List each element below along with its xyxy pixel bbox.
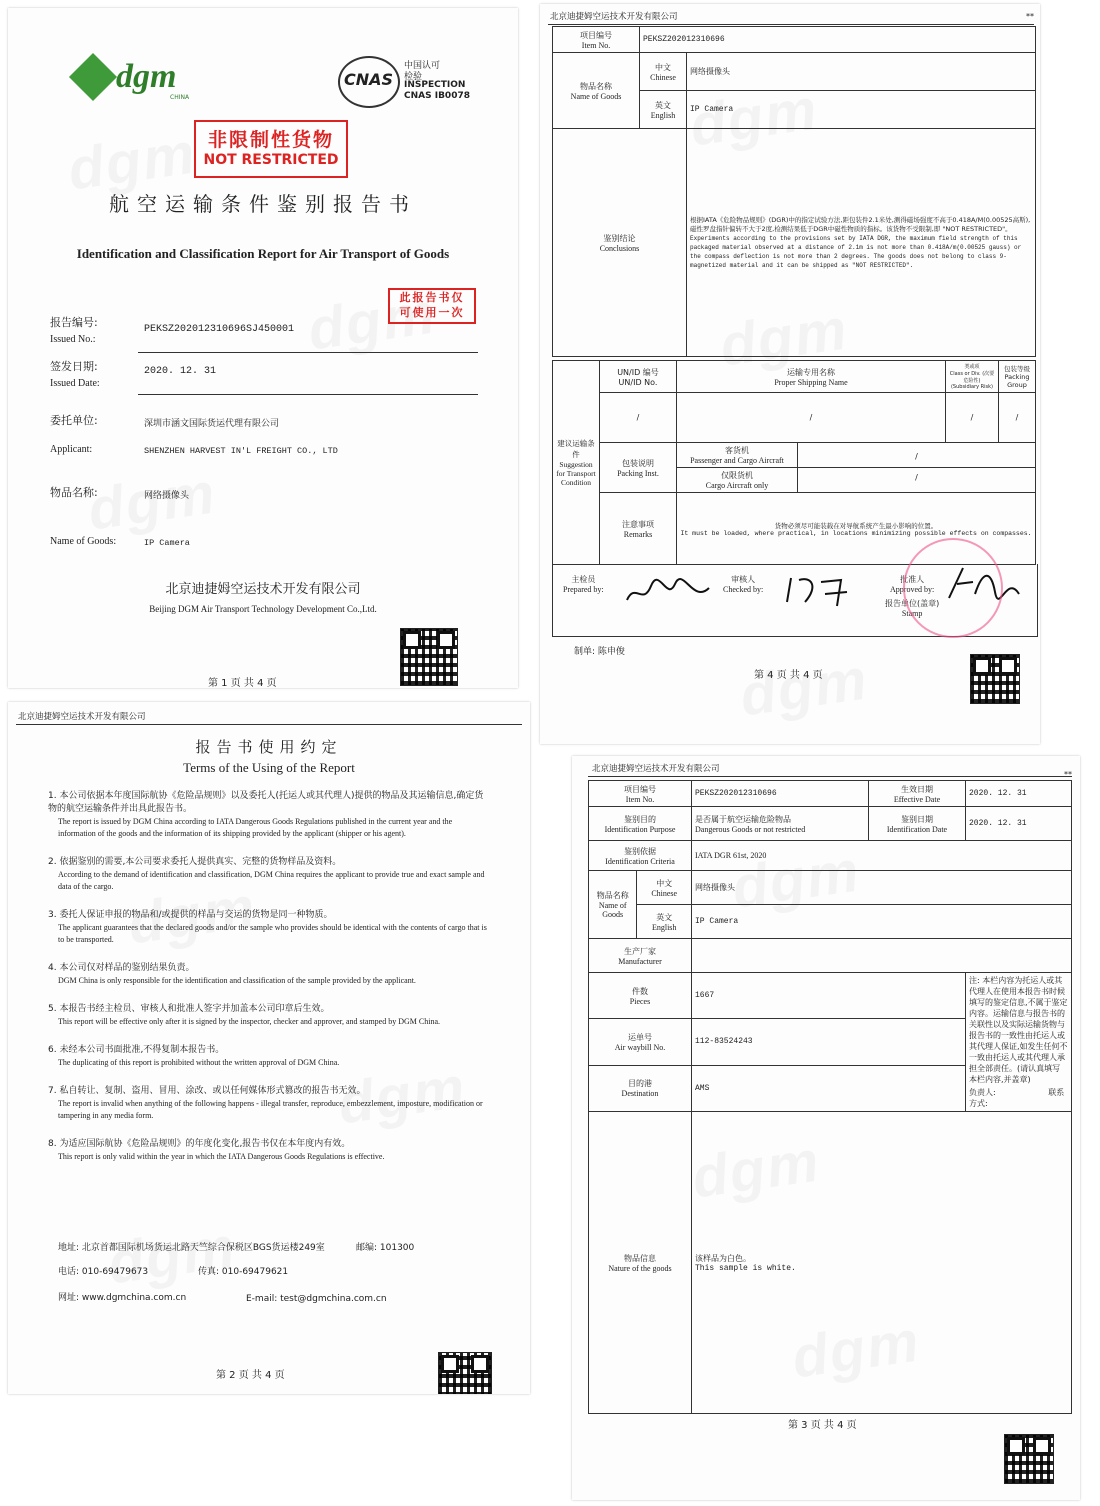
transport-suggestion-table	[552, 360, 1036, 565]
goods-label-cn: 物品名称:	[50, 486, 98, 499]
page4-mark: **	[1026, 12, 1034, 21]
purpose-value-cn: 是否属于航空运输危险物品	[695, 814, 791, 824]
awb-value: 112-83524243	[692, 1019, 966, 1065]
dgm-diamond-icon	[69, 53, 117, 101]
signature-row	[552, 564, 1038, 637]
term-cn: 7. 私自转让、复制、盗用、冒用、涂改、或以任何媒体形式篡改的报告书无效。	[48, 1086, 366, 1096]
criteria-label-en: Identification Criteria	[605, 856, 675, 866]
pack-label-en: Packing Inst.	[617, 468, 659, 478]
pg-label-en: Packing Group	[1004, 373, 1030, 389]
item-no-value: PEKSZ202012310696	[640, 27, 1036, 53]
cnas-line-1: 中国认可	[404, 61, 441, 71]
term-en: DGM China is only responsible for the identification and classification of the sample provided by the applicant.	[58, 976, 416, 985]
psn-label-en: Proper Shipping Name	[774, 377, 848, 387]
destination-label-en: Destination	[621, 1089, 659, 1099]
remarks-label-en: Remarks	[623, 529, 653, 539]
goods-label-cn: 物品名称	[580, 81, 612, 91]
contact-label: 联系方式:	[969, 1088, 1065, 1108]
prepared-signature	[623, 572, 713, 612]
pieces-value: 1667	[692, 973, 966, 1019]
report-no-label-en: Issued No.:	[50, 334, 96, 345]
terms-list	[48, 790, 488, 1179]
report-page-4	[540, 4, 1040, 744]
report-no-underline	[138, 352, 478, 353]
class-value: /	[946, 393, 999, 443]
report-no-label-cn: 报告编号:	[50, 316, 98, 329]
qr-code-icon	[1004, 1434, 1054, 1484]
conclusion-label-cn: 鉴别结论	[603, 233, 636, 243]
nature-label-en: Nature of the goods	[608, 1263, 672, 1273]
page4-header-line	[548, 24, 1034, 25]
stamp-label-en: Stamp	[901, 609, 923, 618]
item-no-label-cn: 项目编号	[624, 784, 656, 794]
page3-header-line	[588, 776, 1072, 777]
issued-date-label-en: Issued Date:	[50, 378, 100, 389]
term-item	[48, 856, 488, 893]
approved-label-cn: 批准人	[900, 575, 925, 584]
fax: 传真: 010-69479621	[198, 1267, 289, 1277]
report-page-3	[572, 756, 1080, 1500]
telephone: 电话: 010-69479673	[58, 1267, 149, 1277]
term-cn: 3. 委托人保证申报的物品和/或提供的样品与交运的货物是同一种物质。	[48, 910, 333, 920]
not-restricted-stamp	[194, 120, 348, 178]
postcode: 邮编: 101300	[356, 1243, 415, 1253]
issued-date-value: 2020. 12. 31	[144, 366, 217, 377]
issued-date-underline	[138, 394, 478, 395]
not-restricted-stamp-cn: 非限制性货物	[207, 129, 334, 151]
goods-label-cn: 物品名称	[596, 891, 629, 900]
term-cn: 4. 本公司仅对样品的鉴别结果负责。	[48, 963, 195, 973]
term-item	[48, 790, 488, 840]
awb-label-cn: 运单号	[628, 1032, 652, 1042]
page3-number: 第 3 页 共 4 页	[788, 1420, 857, 1431]
awb-label-en: Air waybill No.	[614, 1042, 666, 1052]
dgm-logo	[70, 56, 200, 104]
not-restricted-stamp-en: NOT RESTRICTED	[203, 152, 339, 168]
issued-date-label-cn: 签发日期:	[50, 360, 98, 373]
suggest-label-cn: 建议运输条件	[557, 439, 595, 459]
page2-header: 北京迪捷姆空运技术开发有限公司	[18, 712, 146, 722]
term-item	[48, 909, 488, 946]
qr-code-icon	[400, 628, 458, 686]
chinese-label-en: Chinese	[650, 72, 676, 82]
purpose-label-cn: 鉴别目的	[624, 814, 656, 824]
checked-label-cn: 审核人	[731, 575, 756, 584]
page1-title-en: Identification and Classification Report for Air Transport of Goods	[76, 246, 450, 261]
single-use-stamp-line-2: 可使用一次	[399, 306, 465, 319]
destination-value: AMS	[692, 1065, 966, 1111]
term-en: This report is only valid within the year in which the IATA Dangerous Goods Regulations is effective.	[58, 1152, 385, 1161]
item-no-value: PEKSZ202012310696	[692, 781, 869, 807]
term-en: The report is issued by DGM China according to IATA Dangerous Goods Regulations published in the current year and the information of the goods and the information of its shipping provided by the applicant (shipper or his agent).	[58, 817, 453, 838]
dgm-logo-sub: CHINA	[170, 94, 190, 101]
pax-value: /	[798, 447, 1035, 468]
page2-title-en: Terms of the Using of the Report	[183, 760, 355, 775]
single-use-stamp	[388, 288, 476, 324]
conclusion-text-en: Experiments according to the provisions set by IATA DGR, the maximum field strength of this packaged material observed at a distance of 2.1m is not more than 0.418A/m(0.00525 gauss) or the compass deflection is not more than 2 degrees. The goods does not belong to class 9-magnetized material and it can be shipped as "NOT RESTRICTED".	[690, 234, 1022, 269]
applicant-value-cn: 深圳市涵文国际货运代理有限公司	[144, 419, 280, 429]
term-cn: 8. 为适应国际航协《危险品规则》的年度化变化,报告书仅在本年度内有效。	[48, 1139, 351, 1149]
maker: 制单: 陈申俊	[574, 647, 625, 657]
qr-code-icon	[970, 654, 1020, 704]
cao-label-cn: 仅限货机	[721, 471, 753, 480]
page1-company-cn: 北京迪捷姆空运技术开发有限公司	[165, 582, 361, 597]
id-date-value: 2020. 12. 31	[966, 807, 1072, 841]
item-no-label-en: Item No.	[625, 794, 655, 804]
shipper-note: 注: 本栏内容为托运人或其代理人在使用本报告书时候填写的鉴定信息,不属于鉴定内容。运输信息与报告书的关联性以及实际运输货物与报告书的一致性由托运人或其代理人保证,如发生任何不一致由托运人或其代理人承担全部责任。(请认真填写本栏内容,并盖章)	[969, 976, 1068, 1084]
id-date-label-cn: 鉴别日期	[901, 814, 933, 824]
dgm-logo-text: dgm	[116, 58, 177, 95]
goods-label-en: Name of Goods	[570, 91, 622, 101]
checked-signature	[781, 572, 861, 614]
class-label-en: Class or Div. (次要危险性) (Subsidiary Risk)	[949, 371, 995, 390]
pack-label-cn: 包装说明	[622, 458, 654, 468]
un-label-en: UN/ID No.	[618, 377, 658, 387]
page1-company-en: Beijing DGM Air Transport Technology Development Co.,Ltd.	[149, 604, 377, 614]
pg-label-cn: 包装等级	[1004, 365, 1030, 373]
conclusion-label-en: Conclusions	[599, 243, 640, 253]
term-en: This report will be effective only after it is signed by the inspector, checker and approver, and stamped by DGM China.	[58, 1017, 440, 1026]
cnas-text: CNAS	[344, 70, 394, 89]
page2-title-cn: 报告书使用约定	[195, 738, 343, 756]
person-in-charge-label: 负责人:	[969, 1088, 996, 1097]
page2-header-line	[16, 724, 522, 725]
term-item	[48, 1085, 488, 1122]
email-link[interactable]: E-mail: test@dgmchina.com.cn	[246, 1294, 387, 1304]
pax-label-cn: 客货机	[725, 446, 749, 455]
single-use-stamp-line-1: 此报告书仅	[399, 291, 465, 304]
term-en: The applicant guarantees that the declared goods and/or the sample who provides should be identical with the contents of cargo that is to be transported.	[58, 923, 487, 944]
cnas-logo	[338, 56, 488, 110]
prepared-label-cn: 主检员	[571, 575, 596, 584]
nature-value-en: This sample is white.	[695, 1263, 796, 1273]
effective-date-label-cn: 生效日期	[901, 784, 933, 794]
english-label-en: English	[651, 922, 677, 932]
cao-label-en: Cargo Aircraft only	[705, 481, 769, 490]
report-page-1	[8, 8, 518, 688]
english-label-cn: 英文	[655, 100, 671, 110]
item-no-label-cn: 项目编号	[580, 30, 612, 40]
goods-value-en: IP Camera	[687, 91, 1036, 129]
criteria-label-cn: 鉴别依据	[624, 846, 656, 856]
term-item	[48, 962, 488, 987]
goods-label-en: Name of Goods	[598, 901, 627, 919]
goods-value-cn: 网络摄像头	[692, 871, 1072, 905]
remarks-value-cn: 货物必须尽可能装载在对导航系统产生最小影响的位置。	[774, 521, 938, 530]
cnas-line-3: INSPECTION	[404, 80, 466, 90]
report-page-2	[8, 702, 530, 1394]
english-label-cn: 英文	[656, 912, 673, 922]
approved-label-en: Approved by:	[890, 585, 935, 594]
checked-label-en: Checked by:	[723, 585, 764, 594]
goods-value-cn: 网络摄像头	[144, 491, 190, 501]
applicant-value-en: SHENZHEN HARVEST IN'L FREIGHT CO., LTD	[144, 446, 338, 456]
psn-value: /	[677, 393, 946, 443]
page4-header: 北京迪捷姆空运技术开发有限公司	[550, 12, 678, 22]
remarks-value-en: It must be loaded, where practical, in locations minimizing possible effects on compasses.	[680, 529, 1032, 537]
nature-label-cn: 物品信息	[624, 1253, 656, 1263]
english-label-en: English	[650, 110, 676, 120]
stamp-label-cn: 报告单位(盖章)	[885, 599, 940, 608]
term-en: The duplicating of this report is prohibited without the written approval of DGM China.	[58, 1058, 340, 1067]
applicant-label-cn: 委托单位:	[50, 414, 98, 427]
applicant-label-en: Applicant:	[50, 444, 93, 455]
page3-mark: **	[1064, 770, 1072, 779]
term-item	[48, 1138, 488, 1163]
page1-number: 第 1 页 共 4 页	[208, 678, 277, 688]
un-value: /	[600, 393, 677, 443]
chinese-label-en: Chinese	[651, 888, 678, 898]
remarks-label-cn: 注意事项	[622, 519, 654, 529]
pieces-label-en: Pieces	[629, 996, 651, 1006]
id-date-label-en: Identification Date	[886, 824, 948, 834]
page3-report-table	[588, 780, 1072, 1414]
manufacturer-label-cn: 生产厂家	[624, 946, 656, 956]
psn-label-cn: 运输专用名称	[787, 367, 835, 377]
manufacturer-value	[692, 939, 1072, 973]
page2-number: 第 2 页 共 4 页	[216, 1370, 285, 1381]
item-no-label-en: Item No.	[581, 40, 611, 50]
qr-code-icon	[438, 1352, 492, 1394]
company-seal-icon	[903, 538, 1003, 638]
effective-date-label-en: Effective Date	[893, 794, 941, 804]
term-en: The report is invalid when anything of the following happens - illegal transfer, reproduce, embezzlement, imposture, modification or tampering in any media form.	[58, 1099, 483, 1120]
page4-number: 第 4 页 共 4 页	[754, 670, 823, 681]
goods-value-en: IP Camera	[692, 905, 1072, 939]
purpose-label-en: Identification Purpose	[604, 824, 676, 834]
class-label-cn: 类或项	[964, 364, 980, 370]
prepared-label-en: Prepared by:	[563, 585, 604, 594]
cnas-line-4: CNAS IB0078	[404, 91, 470, 101]
manufacturer-label-en: Manufacturer	[618, 956, 662, 966]
page4-report-table	[552, 26, 1036, 357]
suggest-label-en: Suggestion for Transport Condition	[556, 460, 596, 487]
pieces-label-cn: 件数	[632, 986, 648, 996]
un-label-cn: UN/ID 编号	[617, 367, 659, 377]
chinese-label-cn: 中文	[655, 62, 671, 72]
term-item	[48, 1044, 488, 1069]
pg-value: /	[999, 393, 1036, 443]
website-link[interactable]: 网址: www.dgmchina.com.cn	[58, 1293, 187, 1303]
term-cn: 5. 本报告书经主检员、审核人和批准人签字并加盖本公司印章后生效。	[48, 1004, 330, 1014]
report-no-value: PEKSZ202012310696SJ450001	[144, 324, 295, 335]
term-cn: 2. 依据鉴别的需要,本公司要求委托人提供真实、完整的货物样品及资料。	[48, 857, 342, 867]
chinese-label-cn: 中文	[656, 878, 673, 888]
nature-value-cn: 该样品为白色。	[695, 1253, 751, 1263]
goods-value-en: IP Camera	[144, 538, 190, 548]
term-item	[48, 1003, 488, 1028]
page3-header: 北京迪捷姆空运技术开发有限公司	[592, 764, 720, 774]
term-cn: 1. 本公司依据本年度国际航协《危险品规则》以及委托人(托运人或其代理人)提供的物品及其运输信息,确定货物的航空运输条件并出具此报告书。	[48, 791, 484, 814]
goods-label-en: Name of Goods:	[50, 536, 117, 547]
goods-value-cn: 网络摄像头	[687, 53, 1036, 91]
cnas-line-2: 检验	[404, 72, 423, 82]
destination-label-cn: 目的港	[628, 1079, 652, 1089]
conclusion-text-cn: 根据IATA《危险物品规则》(DGR)中的指定试验方法,距包装件2.1米处,测得磁场强度不高于0.418A/M(0.00525高斯),磁性罗盘指针偏转不大于2度,检测结果低于DGR中磁性物质的指标。该货物不受限制,即 "NOT RESTRICTED"。	[690, 215, 1031, 233]
page1-title-cn: 航空运输条件鉴别报告书	[109, 192, 417, 216]
pax-label-en: Passenger and Cargo Aircraft	[690, 456, 784, 465]
criteria-value: IATA DGR 61st, 2020	[692, 841, 1072, 871]
purpose-value-en: Dangerous Goods or not restricted	[695, 824, 806, 834]
term-en: According to the demand of identification and classification, DGM China requires the applicant to provide true and exact sample and data of the cargo.	[58, 870, 485, 891]
cao-value: /	[915, 473, 918, 482]
address-line: 地址: 北京首都国际机场货运北路天竺综合保税区BGS货运楼249室	[58, 1243, 325, 1253]
effective-date-value: 2020. 12. 31	[966, 781, 1072, 807]
term-cn: 6. 未经本公司书面批准,不得复制本报告书。	[48, 1045, 225, 1055]
